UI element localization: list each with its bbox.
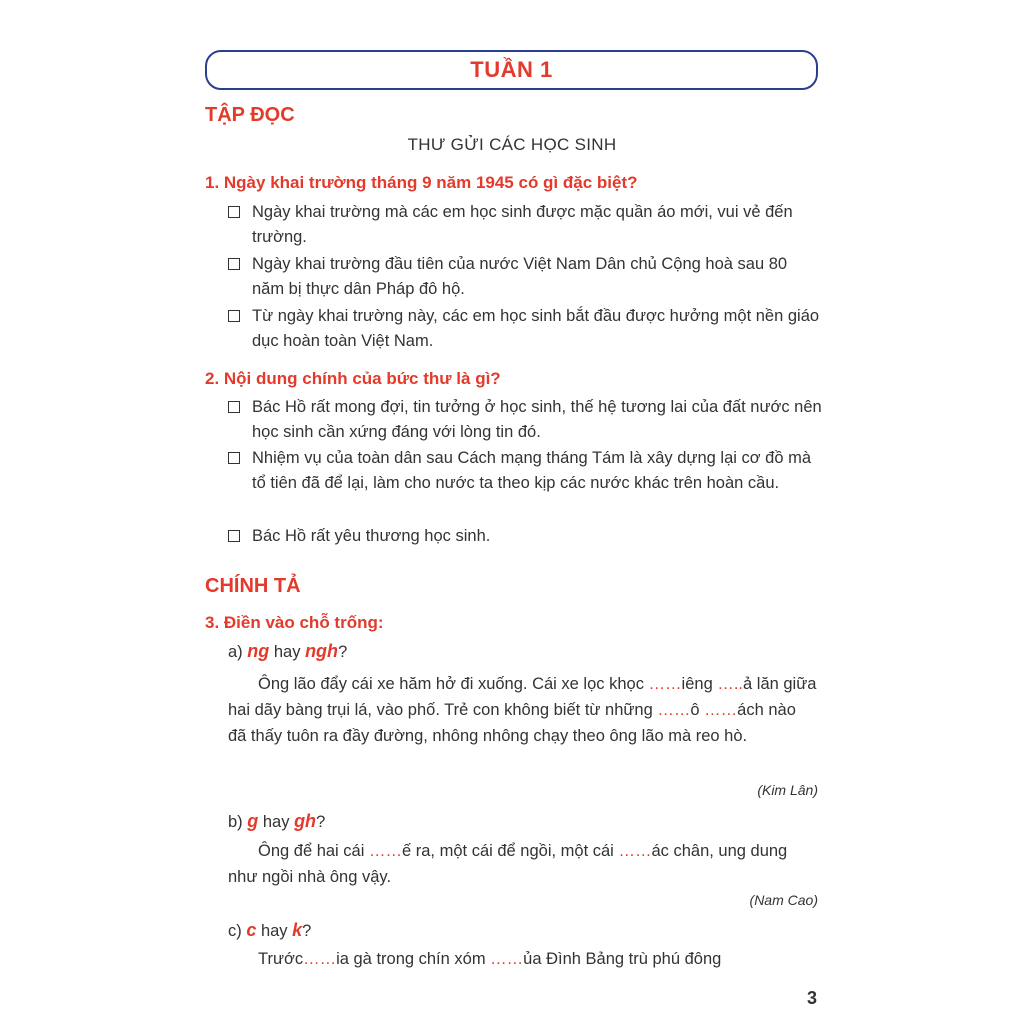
passage-c: [228, 946, 818, 972]
fill-blank[interactable]: ……: [490, 950, 524, 968]
option-highlight-1: g: [247, 811, 259, 831]
q2-option-2[interactable]: [228, 446, 823, 496]
option-text: Bác Hồ rất mong đợi, tin tưởng ở học sinh, thế hệ tương lai của đất nước nên học sinh cần xứng đáng với lòng tin đó.: [252, 398, 822, 441]
checkbox[interactable]: [228, 452, 240, 464]
fill-blank[interactable]: ……: [648, 675, 682, 693]
week-banner: [205, 50, 818, 90]
checkbox[interactable]: [228, 258, 240, 270]
section-heading-chinh-ta: CHÍNH TẢ: [205, 575, 301, 597]
option-highlight-2: k: [292, 920, 303, 940]
passage-text: Trước: [258, 950, 304, 968]
passage-text: ả lăn giữa hai dãy bàng trụi lá, vào phố. Trẻ con không biết từ những: [228, 675, 817, 719]
week-title: TUẦN 1: [470, 57, 553, 82]
sub-label-prefix: c): [228, 922, 242, 940]
fill-blank[interactable]: ……: [657, 701, 691, 719]
option-highlight-1: c: [246, 920, 257, 940]
sub-label-middle: hay: [262, 813, 290, 831]
q1-option-2[interactable]: [228, 252, 823, 302]
question-3: 3. Điền vào chỗ trống:: [205, 613, 384, 632]
passage-text: iêng: [681, 675, 713, 693]
q2-option-3[interactable]: [228, 524, 823, 549]
checkbox[interactable]: [228, 401, 240, 413]
sub-question-a: [228, 641, 347, 662]
passage-text: Ông lão đẩy cái xe hăm hở đi xuống. Cái xe lọc khọc: [258, 675, 644, 693]
sub-label-middle: hay: [260, 922, 288, 940]
fill-blank[interactable]: ……: [303, 950, 337, 968]
option-text: Bác Hồ rất yêu thương học sinh.: [252, 527, 491, 545]
citation-b: (Nam Cao): [749, 892, 818, 908]
passage-text: Ông để hai cái: [258, 842, 365, 860]
sub-label-suffix: ?: [316, 813, 326, 831]
fill-blank[interactable]: …..: [717, 675, 744, 693]
option-text: Nhiệm vụ của toàn dân sau Cách mạng tháng Tám là xây dựng lại cơ đồ mà tổ tiên đã để lại, làm cho nước ta theo kịp các nước khác trên hoàn cầu.: [252, 449, 812, 492]
sub-label-prefix: a): [228, 643, 243, 661]
page-number: 3: [806, 988, 817, 1008]
section-heading-tap-doc: TẬP ĐỌC: [205, 104, 295, 126]
option-text: Ngày khai trường mà các em học sinh được mặc quần áo mới, vui vẻ đến trường.: [252, 203, 793, 246]
passage-text: ách nào đã thấy tuôn ra đầy đường, nhông nhông chạy theo ông lão mà reo hò.: [228, 701, 796, 745]
checkbox[interactable]: [228, 206, 240, 218]
checkbox[interactable]: [228, 310, 240, 322]
passage-text: ế ra, một cái để ngồi, một cái: [402, 842, 614, 860]
q1-option-3[interactable]: [228, 304, 823, 354]
option-highlight-2: ngh: [305, 641, 339, 661]
passage-a: [228, 671, 818, 749]
q1-option-1[interactable]: [228, 200, 823, 250]
fill-blank[interactable]: ……: [704, 701, 738, 719]
passage-text: ia gà trong chín xóm: [336, 950, 486, 968]
option-highlight-2: gh: [294, 811, 317, 831]
story-title: THƯ GỬI CÁC HỌC SINH: [407, 135, 617, 154]
option-text: Ngày khai trường đầu tiên của nước Việt Nam Dân chủ Cộng hoà sau 80 năm bị thực dân Pháp đô hộ.: [252, 255, 788, 298]
fill-blank[interactable]: ……: [618, 842, 652, 860]
sub-label-middle: hay: [273, 643, 301, 661]
sub-question-b: [228, 811, 325, 832]
option-highlight-1: ng: [247, 641, 270, 661]
question-2: 2. Nội dung chính của bức thư là gì?: [205, 369, 501, 388]
sub-label-suffix: ?: [338, 643, 348, 661]
citation-a: (Kim Lân): [757, 782, 818, 798]
sub-label-suffix: ?: [302, 922, 312, 940]
fill-blank[interactable]: ……: [369, 842, 402, 860]
passage-text: ác chân, ung dung như ngồi nhà ông vậy.: [228, 842, 788, 886]
option-text: Từ ngày khai trường này, các em học sinh bắt đầu được hưởng một nền giáo dục hoàn toàn Việt Nam.: [252, 307, 820, 350]
passage-b: [228, 838, 818, 890]
passage-text: ủa Đình Bảng trù phú đông: [523, 950, 722, 968]
sub-question-c: [228, 920, 311, 941]
question-1: 1. Ngày khai trường tháng 9 năm 1945 có gì đặc biệt?: [205, 173, 638, 192]
sub-label-prefix: b): [228, 813, 243, 831]
q2-option-1[interactable]: [228, 395, 823, 445]
passage-text: ô: [690, 701, 700, 719]
checkbox[interactable]: [228, 530, 240, 542]
